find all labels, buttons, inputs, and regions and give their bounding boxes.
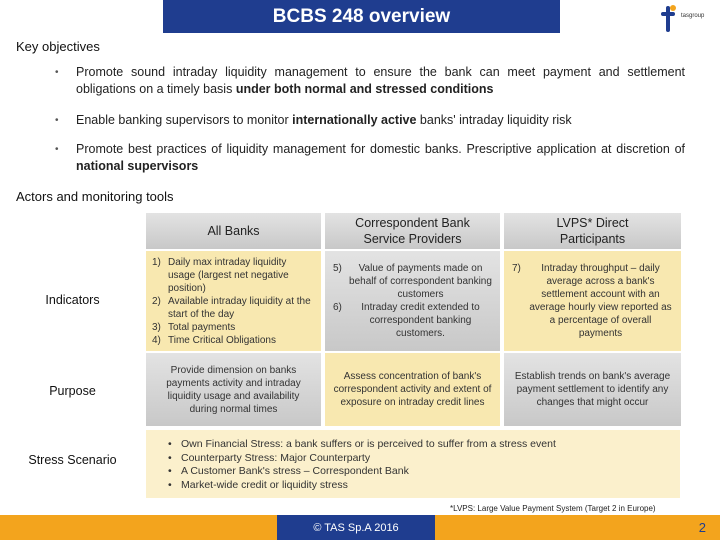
logo-text: tasgroup (681, 13, 705, 19)
actors-heading: Actors and monitoring tools (16, 189, 174, 204)
list-item: • Counterparty Stress: Major Counterparty (168, 451, 371, 464)
bullet-icon: • (168, 438, 172, 450)
bullet-icon: • (55, 115, 59, 126)
list-item: 6) Intraday credit extended to correspondent banking customers. (333, 302, 480, 339)
objective-tail: banks' intraday liquidity risk (416, 113, 572, 127)
bullet-icon: • (55, 67, 59, 78)
copyright: © TAS Sp.A 2016 (277, 515, 435, 540)
list-item: 7) Intraday throughput – daily average across a bank's settlement account with an average hourly view reported as a percentage of overall payments (512, 263, 672, 339)
list-item: 1) Daily max intraday liquidity usage (largest net negative position) (152, 256, 289, 294)
key-objectives-heading: Key objectives (16, 39, 100, 54)
row-label-indicators: Indicators (45, 293, 100, 307)
footer-bar (0, 515, 720, 540)
indicators-all-banks (146, 251, 321, 351)
bullet-icon: • (55, 144, 59, 155)
objective-text: Enable banking supervisors to monitor (76, 113, 293, 127)
list-item: 2) Available intraday liquidity at the start of the day (152, 295, 311, 320)
list-item: 5) Value of payments made on behalf of correspondent banking customers (333, 263, 492, 300)
slide-title: BCBS 248 overview (163, 0, 560, 33)
purpose-correspondent: Assess concentration of bank's correspondent activity and extent of exposure on intraday credit lines (325, 353, 500, 426)
logo-icon (659, 4, 677, 34)
row-label-stress-scenario: Stress Scenario (28, 453, 117, 467)
bullet-icon: • (168, 451, 172, 464)
objectives-list (55, 64, 685, 189)
list-item: 3) Total payments (152, 321, 236, 333)
footnote: *LVPS: Large Value Payment System (Target 2 in Europe) (450, 504, 656, 513)
purpose-lvps: Establish trends on bank's average payment settlement to identify any changes that might occur (504, 353, 681, 426)
bullet-icon: • (168, 478, 172, 491)
objective-item (55, 64, 685, 98)
list-item: • Own Financial Stress: a bank suffers or is perceived to suffer from a stress event (168, 438, 556, 450)
objective-text: Promote best practices of liquidity management for domestic banks. Prescriptive application at discretion of (76, 142, 685, 156)
row-label-purpose: Purpose (49, 384, 96, 398)
purpose-all-banks: Provide dimension on banks payments activity and intraday liquidity usage and availability during normal times (146, 353, 321, 426)
company-logo (655, 2, 715, 38)
objective-item (55, 112, 685, 129)
bullet-icon: • (168, 465, 172, 477)
column-header-correspondent: Correspondent Bank Service Providers (325, 213, 500, 249)
list-item: 4) Time Critical Obligations (152, 334, 276, 346)
list-item: • Market-wide credit or liquidity stress (168, 478, 348, 491)
objective-bold: under both normal and stressed conditions (235, 82, 494, 96)
page-number: 2 (698, 520, 706, 535)
column-header-lvps: LVPS* Direct Participants (504, 213, 681, 249)
objective-bold: internationally active (292, 113, 417, 127)
indicators-lvps (504, 251, 681, 351)
stress-scenario-box (146, 430, 680, 498)
objective-item (55, 141, 685, 175)
list-item: • A Customer Bank's stress – Correspondent Bank (168, 465, 409, 477)
column-header-all-banks: All Banks (146, 213, 321, 249)
indicators-correspondent (325, 251, 500, 351)
objective-text: Promote sound intraday liquidity management to ensure the bank can meet payment and settlement obligations on a timely basis (76, 65, 685, 96)
objective-bold: national supervisors (76, 159, 199, 173)
